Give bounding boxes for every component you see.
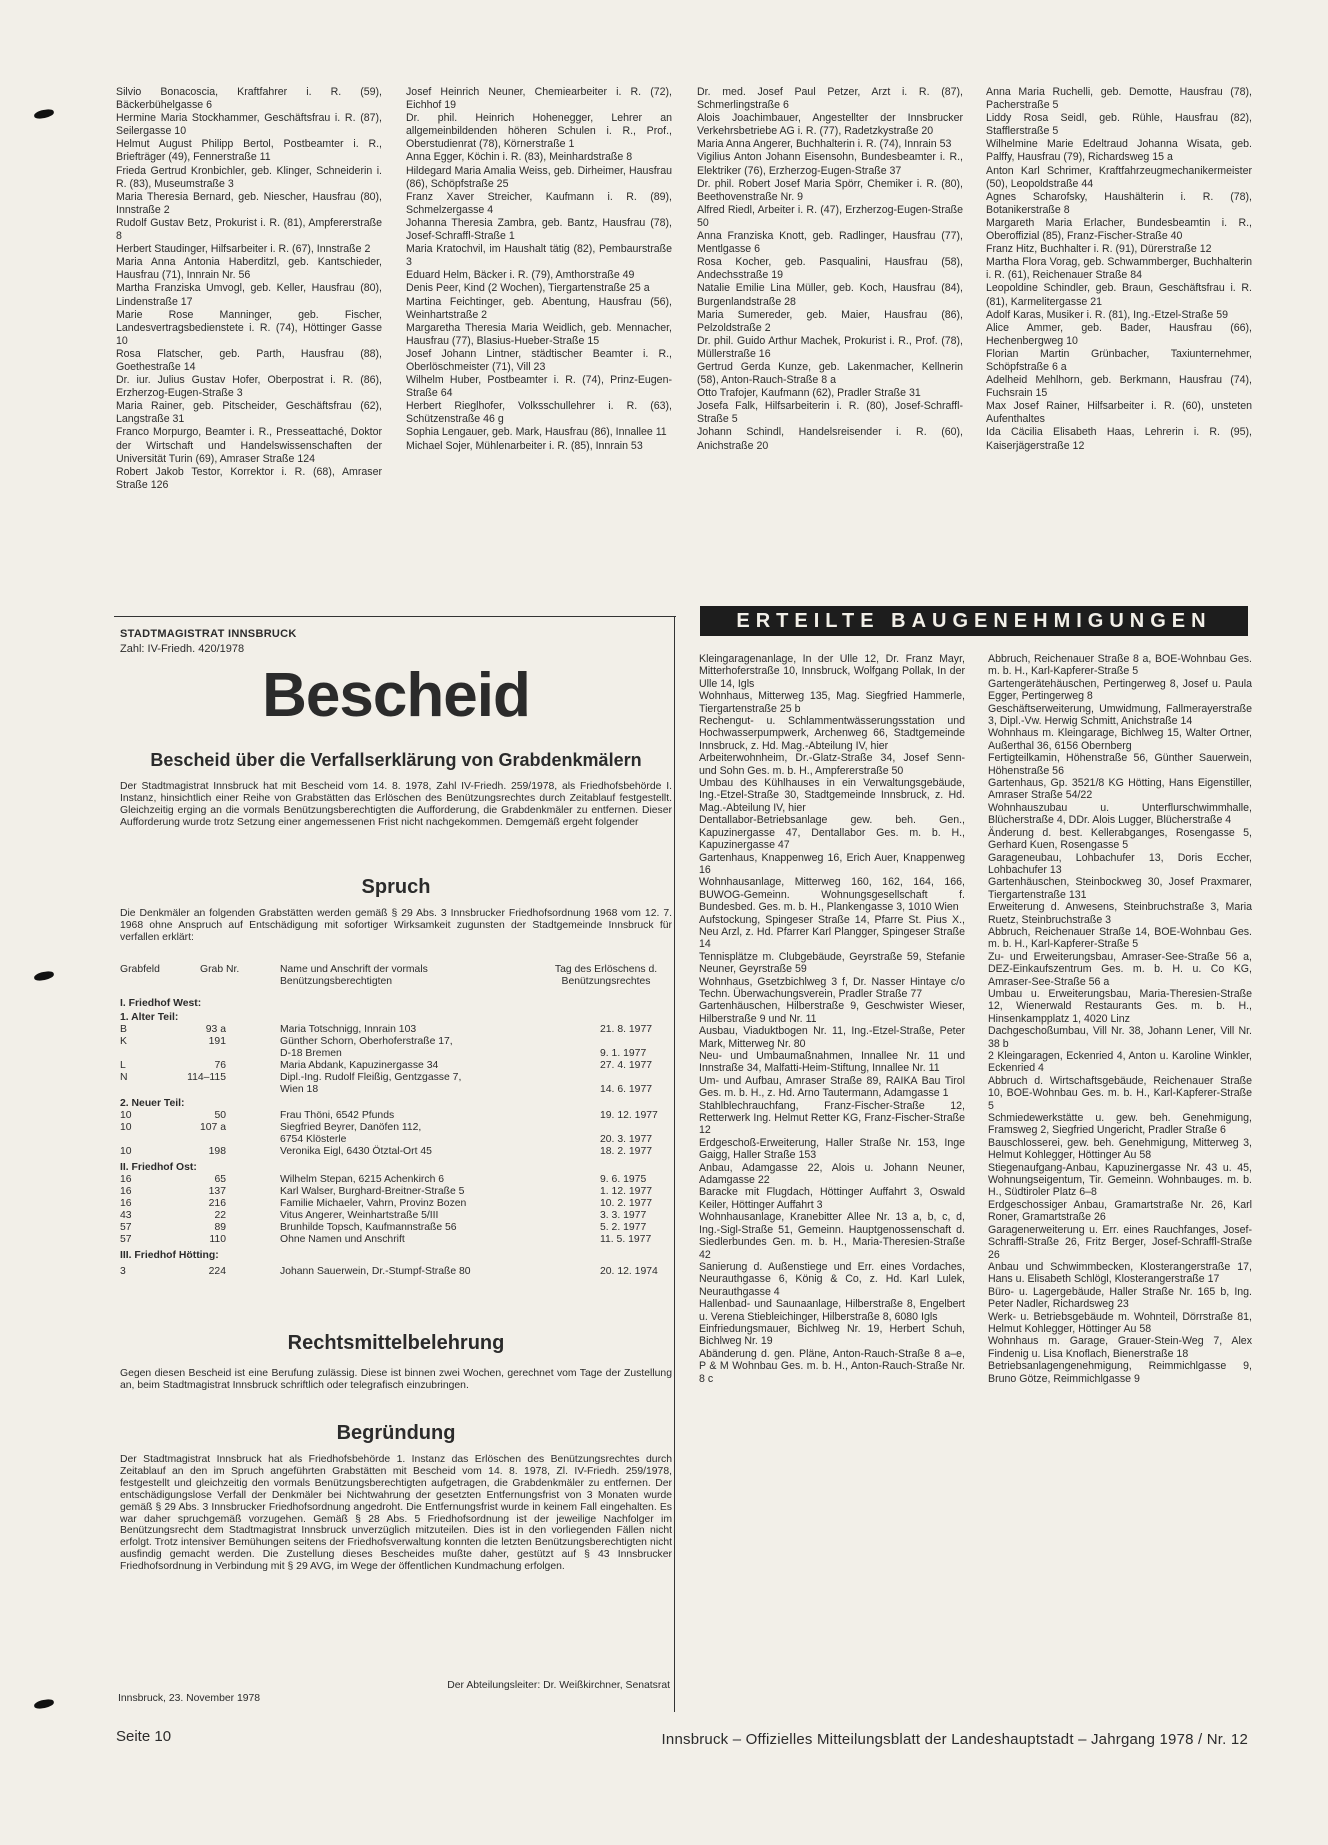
list-entry: Um- und Aufbau, Amraser Straße 89, RAIKA Bau Tirol Ges. m. b. H., z. Hd. Arno Tautermann, Adamgasse 1 — [699, 1074, 965, 1100]
grabfeld-cell: N — [120, 1072, 128, 1083]
name-cell: 6754 Klösterle — [280, 1134, 347, 1145]
grabnr-cell: 224 — [208, 1266, 226, 1277]
date-cell: 1. 12. 1977 — [600, 1186, 652, 1197]
list-entry: Arbeiterwohnheim, Dr.-Glatz-Straße 34, Josef Senn- und Sohn Ges. m. b. H., Ampfererstraße 50 — [699, 752, 965, 777]
list-entry: Hallenbad- und Saunaanlage, Hilberstraße 8, Engelbert u. Verena Stiebleichinger, Hilberstraße 8, 6080 Igls — [699, 1298, 965, 1323]
table-row — [120, 1048, 672, 1060]
table-row — [120, 1036, 672, 1048]
list-entry: Michael Sojer, Mühlenarbeiter i. R. (85), Innrain 53 — [406, 439, 643, 452]
table-row — [120, 1222, 672, 1234]
list-entry: Franz Hitz, Buchhalter i. R. (91), Dürerstraße 12 — [986, 243, 1212, 256]
list-entry: Adolf Karas, Musiker i. R. (81), Ing.-Etzel-Straße 59 — [986, 308, 1228, 321]
name-cell: Frau Thöni, 6542 Pfunds — [280, 1110, 395, 1121]
list-entry: Einfriedungsmauer, Bichlweg Nr. 19, Herbert Schuh, Bichlweg Nr. 19 — [699, 1322, 965, 1348]
header-date: Tag des Erlöschens d. Benützungsrechtes — [554, 964, 658, 987]
list-entry: Alois Joachimbauer, Angestellter der Innsbrucker Verkehrsbetriebe AG i. R. (77), Radetzkystraße 20 — [697, 112, 963, 138]
issuer: STADTMAGISTRAT INNSBRUCK — [120, 628, 297, 640]
list-entry: Dr. phil. Guido Arthur Machek, Prokurist i. R., Prof. (78), Müllerstraße 16 — [697, 334, 963, 360]
obituary-column-2 — [406, 86, 672, 453]
list-entry: Kleingaragenanlage, In der Ulle 12, Dr. Franz Mayr, Mitterhoferstraße 10, Innsbruck, Wolfgang Pollak, In der Ulle 14, Igls — [699, 653, 965, 690]
grabfeld-cell: 43 — [120, 1210, 132, 1221]
list-entry: Herbert Staudinger, Hilfsarbeiter i. R. (67), Innstraße 2 — [116, 243, 371, 256]
grabnr-cell: 107 a — [199, 1122, 226, 1133]
date-cell: 10. 2. 1977 — [600, 1198, 652, 1209]
list-entry: Maria Anna Antonia Haberditzl, geb. Kantschieder, Hausfrau (71), Innrain Nr. 56 — [116, 256, 382, 282]
list-entry: Anbau und Schwimmbecken, Klosterangerstraße 17, Hans u. Elisabeth Schlögl, Klosterangerstraße 17 — [988, 1260, 1252, 1286]
list-entry: Betriebsanlagengenehmigung, Reimmichlgasse 9, Bruno Götze, Reimmichlgasse 9 — [988, 1360, 1252, 1385]
grabnr-cell: 137 — [208, 1186, 226, 1197]
list-entry: Josef Heinrich Neuner, Chemiearbeiter i. R. (72), Eichhof 19 — [406, 86, 672, 112]
list-entry: Margareth Maria Erlacher, Bundesbeamtin i. R., Oberoffizial (85), Franz-Fischer-Straße 40 — [986, 216, 1252, 243]
list-entry: Josef Johann Lintner, städtischer Beamter i. R., Oberlöschmeister (71), Vill 23 — [406, 347, 672, 373]
header-grabfeld: Grabfeld — [120, 964, 160, 975]
section-neuer-teil: 2. Neuer Teil: — [120, 1098, 185, 1109]
table-row — [120, 1084, 672, 1096]
list-entry: Vigilius Anton Johann Eisensohn, Bundesbeamter i. R., Elektriker (76), Erzherzog-Eugen-Straße 37 — [697, 151, 963, 177]
grabfeld-cell: K — [120, 1036, 127, 1047]
page-number: Seite 10 — [116, 1728, 172, 1745]
list-entry: Sophia Lengauer, geb. Mark, Hausfrau (86), Innallee 11 — [406, 426, 667, 439]
list-entry: Sanierung d. Außenstiege und Err. eines Vordaches, Neurauthgasse 6, König & Co, z. Hd. Karl Lulek, Neurauthgasse 4 — [699, 1260, 965, 1298]
name-cell: Wilhelm Stepan, 6215 Achenkirch 6 — [280, 1174, 445, 1185]
list-entry: Rechengut- u. Schlammentwässerungsstation und Hochwasserpumpwerk, Archenweg 66, Stadtgemeinde Innsbruck, z. Hd. Mag.-Abteilung IV, hier — [699, 715, 965, 752]
begruendung-paragraph: Der Stadtmagistrat Innsbruck hat als Friedhofsbehörde 1. Instanz das Erlöschen des Benützungsrechtes durch Zeitablauf an den im Spruch angeführten Grabstätten mit Bescheid vom 14. 8. 1978, Zl. IV-Friedh. 259/1978, festgestellt und gleichzeitig den vormals Benützungsberechtigten aufgetragen, die Grabdenkmäler zu entfernen. Der entschädigungslose Verfall der Denkmäler bei Nichtwahrung der gesetzten Entfernungsfrist von 3 Monaten wurde gemäß § 29 Abs. 3 Innsbrucker Friedhofsordnung angedroht. Die Entfernungsfrist wurde in keinem Fall eingehalten. Es war daher spruchgemäß vorzugehen. Gemäß § 28 Abs. 5 Friedhofsordnung ist der jeweilige Nachfolger im Benützungsrecht dem Stadtmagistrat Innsbruck unverzüglich mitzuteilen. Dies ist in den vorliegenden Fällen nicht erfolgt. Trotz intensiver Bemühungen seitens der Friedhofsverwaltung konnten die letzten Benützungsberechtigten nicht ausfindig gemacht werden. Die Zustellung dieses Bescheides mußte daher, gestützt auf § 43 Innsbrucker Friedhofsordnung in Verbindung mit § 29 AVG, im Wege der öffentlichen Kundmachung erfolgen. — [120, 1454, 672, 1573]
date-cell: 20. 3. 1977 — [600, 1134, 652, 1145]
date-cell: 11. 5. 1977 — [600, 1234, 652, 1245]
signature: Der Abteilungsleiter: Dr. Weißkirchner, Senatsrat — [447, 1680, 670, 1691]
table-row — [120, 1060, 672, 1072]
list-entry: Natalie Emilie Lina Müller, geb. Koch, Hausfrau (84), Burgenlandstraße 28 — [697, 282, 963, 308]
list-entry: Otto Trafojer, Kaufmann (62), Pradler Straße 31 — [697, 387, 921, 400]
table-row — [120, 1122, 672, 1134]
grabnr-cell: 89 — [214, 1222, 226, 1233]
section-alter-teil: 1. Alter Teil: — [120, 1012, 179, 1023]
list-entry: Denis Peer, Kind (2 Wochen), Tiergartenstraße 25 a — [406, 282, 650, 295]
name-cell: Familie Michaeler, Vahrn, Provinz Bozen — [280, 1198, 467, 1209]
name-cell: Dipl.-Ing. Rudolf Fleißig, Gentzgasse 7, — [280, 1072, 462, 1083]
list-entry: Gartenhaus, Knappenweg 16, Erich Auer, Knappenweg 16 — [699, 851, 965, 876]
grabnr-cell: 22 — [214, 1210, 226, 1221]
list-entry: Zu- und Erweiterungsbau, Amraser-See-Straße 56 a, DEZ-Einkaufszentrum Ges. m. b. H. u. Co KG, Amraser-See-Straße 56 a — [988, 950, 1252, 988]
list-entry: Umbau u. Erweiterungsbau, Maria-Theresien-Straße 12, Wienerwald Restaurants Ges. m. b. H., Hinsenkampplatz 1, 4020 Linz — [988, 987, 1252, 1025]
list-entry: Erdgeschoß-Erweiterung, Haller Straße Nr. 153, Inge Gaigg, Haller Straße 153 — [699, 1136, 965, 1162]
name-cell: Vitus Angerer, Weinhartstraße 5/III — [280, 1210, 439, 1221]
list-entry: Wohnhaus, Mitterweg 135, Mag. Siegfried Hammerle, Tiergartenstraße 25 b — [699, 690, 965, 715]
list-entry: Liddy Rosa Seidl, geb. Rühle, Hausfrau (82), Stafflerstraße 5 — [986, 112, 1252, 138]
date-cell: 9. 6. 1975 — [600, 1174, 647, 1185]
list-entry: Dr. phil. Heinrich Hohenegger, Lehrer an allgemeinbildenden höheren Schulen i. R., Prof., Oberstudienrat (78), Körnerstraße 1 — [406, 112, 672, 151]
list-entry: Hildegard Maria Amalia Weiss, geb. Dirheimer, Hausfrau (86), Schöpfstraße 25 — [406, 164, 672, 190]
table-row — [120, 1024, 672, 1036]
table-row — [120, 1186, 672, 1198]
date-cell: 3. 3. 1977 — [600, 1210, 647, 1221]
date-cell: 27. 4. 1977 — [600, 1060, 652, 1071]
list-entry: Änderung d. best. Kellerabganges, Rosengasse 5, Gerhard Kuen, Rosengasse 5 — [988, 826, 1252, 852]
list-entry: Franz Xaver Streicher, Kaufmann i. R. (89), Schmelzergasse 4 — [406, 190, 672, 216]
list-entry: Anna Maria Ruchelli, geb. Demotte, Hausfrau (78), Pacherstraße 5 — [986, 86, 1252, 112]
name-cell: Ohne Namen und Anschrift — [280, 1234, 405, 1245]
punch-mark — [33, 108, 54, 119]
section-friedhof-west: I. Friedhof West: — [120, 998, 202, 1009]
list-entry: Max Josef Rainer, Hilfsarbeiter i. R. (60), unsteten Aufenthaltes — [986, 400, 1252, 426]
grabfeld-cell: B — [120, 1024, 127, 1035]
name-cell: Veronika Eigl, 6430 Ötztal-Ort 45 — [280, 1146, 432, 1157]
list-entry: Maria Anna Angerer, Buchhalterin i. R. (74), Innrain 53 — [697, 138, 952, 151]
list-entry: Hermine Maria Stockhammer, Geschäftsfrau i. R. (87), Seilergasse 10 — [116, 112, 382, 138]
list-entry: Martina Feichtinger, geb. Abentung, Hausfrau (56), Weinhartstraße 2 — [406, 295, 672, 321]
list-entry: Werk- u. Betriebsgebäude m. Wohnteil, Dörrstraße 81, Helmut Kohlegger, Höttinger Au 58 — [988, 1310, 1252, 1335]
list-entry: Alice Ammer, geb. Bader, Hausfrau (66), Hechenbergweg 10 — [986, 321, 1252, 347]
grabfeld-cell: L — [120, 1060, 126, 1071]
list-entry: Robert Jakob Testor, Korrektor i. R. (68), Amraser Straße 126 — [116, 465, 382, 491]
list-entry: Anna Franziska Knott, geb. Radlinger, Hausfrau (77), Mentlgasse 6 — [697, 230, 963, 256]
header-grabnr: Grab Nr. — [200, 964, 240, 975]
list-entry: Marie Rose Manninger, geb. Fischer, Landesvertragsbedienstete i. R. (74), Höttinger Gasse 10 — [116, 308, 382, 347]
list-entry: Martha Flora Vorag, geb. Schwammberger, Buchhalterin i. R. (61), Reichenauer Straße 84 — [986, 256, 1252, 282]
list-entry: 2 Kleingaragen, Eckenried 4, Anton u. Karoline Winkler, Eckenried 4 — [988, 1050, 1252, 1075]
name-cell: Karl Walser, Burghard-Breitner-Straße 5 — [280, 1186, 465, 1197]
baugenehmigungen-heading: ERTEILTE BAUGENEHMIGUNGEN — [700, 606, 1248, 636]
table-row — [120, 1110, 672, 1122]
baugenehmigungen-column-2 — [988, 653, 1252, 1385]
name-cell: Brunhilde Topsch, Kaufmannstraße 56 — [280, 1222, 457, 1233]
list-entry: Dr. phil. Robert Josef Maria Spörr, Chemiker i. R. (80), Beethovenstraße Nr. 9 — [697, 177, 963, 203]
section-friedhof-ost: II. Friedhof Ost: — [120, 1162, 197, 1173]
header-name: Name und Anschrift der vormals Benützungsberechtigten — [280, 964, 428, 987]
punch-mark — [33, 970, 54, 981]
notice-title: Bescheid — [262, 661, 530, 730]
rows-friedhof-hoetting — [120, 1266, 672, 1278]
obituary-column-1 — [116, 86, 382, 492]
grabnr-cell: 114–115 — [187, 1072, 226, 1083]
name-cell: Siegfried Beyrer, Danöfen 112, — [280, 1122, 422, 1133]
date-cell: 9. 1. 1977 — [600, 1048, 647, 1059]
list-entry: Erweiterung d. Anwesens, Steinbruchstraße 3, Maria Ruetz, Steinbruchstraße 3 — [988, 901, 1252, 926]
list-entry: Florian Martin Grünbacher, Taxiunternehmer, Schöpfstraße 6 a — [986, 347, 1252, 373]
list-entry: Anbau, Adamgasse 22, Alois u. Johann Neuner, Adamgasse 22 — [699, 1161, 965, 1187]
list-entry: Büro- u. Lagergebäude, Haller Straße Nr. 165 b, Ing. Peter Nadler, Richardsweg 23 — [988, 1285, 1252, 1311]
date-cell: 5. 2. 1977 — [600, 1222, 647, 1233]
rows-friedhof-ost — [120, 1174, 672, 1246]
grabfeld-cell: 3 — [120, 1266, 126, 1277]
list-entry: Rosa Flatscher, geb. Parth, Hausfrau (88), Goethestraße 14 — [116, 347, 382, 373]
grabfeld-cell: 10 — [120, 1146, 132, 1157]
list-entry: Josefa Falk, Hilfsarbeiterin i. R. (80), Josef-Schraffl-Straße 5 — [697, 400, 963, 426]
list-entry: Johanna Theresia Zambra, geb. Bantz, Hausfrau (78), Josef-Schraffl-Straße 1 — [406, 216, 672, 243]
list-entry: Wohnhaus m. Garage, Grauer-Stein-Weg 7, Alex Findenig u. Lisa Knoflach, Bienerstraße 18 — [988, 1335, 1252, 1360]
list-entry: Wohnhaus m. Kleingarage, Bichlweg 15, Walter Ortner, Außerthal 36, 6156 Obernberg — [988, 727, 1252, 752]
grabfeld-cell: 57 — [120, 1234, 132, 1245]
list-entry: Dr. iur. Julius Gustav Hofer, Oberpostrat i. R. (86), Erzherzog-Eugen-Straße 3 — [116, 374, 382, 400]
list-entry: Maria Rainer, geb. Pitscheider, Geschäftsfrau (62), Langstraße 31 — [116, 400, 382, 426]
name-cell: Johann Sauerwein, Dr.-Stumpf-Straße 80 — [280, 1266, 471, 1277]
list-entry: Rosa Kocher, geb. Pasqualini, Hausfrau (58), Andechsstraße 19 — [697, 256, 963, 282]
date-cell: 19. 12. 1977 — [600, 1110, 658, 1121]
list-entry: Abänderung d. gen. Pläne, Anton-Rauch-Straße 8 a–e, P & M Wohnbau Ges. m. b. H., Anton-Rauch-Straße Nr. 8 c — [699, 1347, 965, 1385]
list-entry: Frieda Gertrud Kronbichler, geb. Klinger, Schneiderin i. R. (83), Museumstraße 3 — [116, 164, 382, 190]
list-entry: Wilhelm Huber, Postbeamter i. R. (74), Prinz-Eugen-Straße 64 — [406, 374, 672, 400]
list-entry: Wilhelmine Marie Edeltraud Johanna Wisata, geb. Palffy, Hausfrau (79), Richardsweg 15 a — [986, 138, 1252, 164]
list-entry: Wohnhausanlage, Kranebitter Allee Nr. 13 a, b, c, d, Ing.-Sigl-Straße 51, Gemeinn. Hauptgenossenschaft d. Siedlerbundes Gen. m. b. H., Maria-Theresien-Straße 42 — [699, 1211, 965, 1261]
reference-number: Zahl: IV-Friedh. 420/1978 — [120, 643, 245, 655]
list-entry: Franco Morpurgo, Beamter i. R., Presseattaché, Doktor der Wirtschaft und Handelswissenschaften der Universität Turin (69), Amraser Straße 124 — [116, 426, 382, 465]
rechtsmittel-paragraph: Gegen diesen Bescheid ist eine Berufung zulässig. Diese ist binnen zwei Wochen, gerechnet vom Tage der Zustellung an, beim Stadtmagistrat Innsbruck schriftlich oder telegrafisch einzubringen. — [120, 1368, 672, 1391]
spruch-heading: Spruch — [361, 876, 431, 898]
date-cell: 20. 12. 1974 — [600, 1266, 658, 1277]
list-entry: Anna Egger, Köchin i. R. (83), Meinhardstraße 8 — [406, 151, 633, 164]
list-entry: Aufstockung, Spingeser Straße 14, Pfarre St. Pius X., Neu Arzl, z. Hd. Pfarrer Karl Plangger, Spingeser Straße 14 — [699, 913, 965, 951]
grabfeld-cell: 10 — [120, 1122, 132, 1133]
list-entry: Fertigteilkamin, Höhenstraße 56, Günther Sauerwein, Höhenstraße 56 — [988, 752, 1252, 777]
table-row — [120, 1210, 672, 1222]
bescheid-notice — [118, 616, 675, 1712]
grabnr-cell: 65 — [214, 1174, 226, 1185]
grabfeld-cell: 16 — [120, 1174, 132, 1185]
notice-subtitle: Bescheid über die Verfallserklärung von Grabdenkmälern — [150, 750, 642, 770]
name-cell: Günther Schorn, Oberhoferstraße 17, — [280, 1036, 453, 1047]
list-entry: Dachgeschoßumbau, Vill Nr. 38, Johann Lener, Vill Nr. 38 b — [988, 1025, 1252, 1050]
list-entry: Stahlblechrauchfang, Franz-Fischer-Straße 12, Retterwerk Ing. Helmut Retter KG, Franz-Fischer-Straße 12 — [699, 1099, 965, 1137]
list-entry: Wohnhauszubau u. Unterflurschwimmhalle, Blücherstraße 4, DDr. Alois Lugger, Blücherstraße 4 — [988, 801, 1252, 827]
masthead: Innsbruck – Offizielles Mitteilungsblatt der Landeshauptstadt – Jahrgang 1978 / Nr. 12 — [661, 1731, 1248, 1748]
baugenehmigungen-column-1 — [699, 653, 965, 1385]
list-entry: Neu- und Umbaumaßnahmen, Innallee Nr. 11 und Innstraße 34, Malfatti-Heim-Stiftung, Innallee Nr. 11 — [699, 1050, 965, 1075]
grabnr-cell: 191 — [208, 1036, 226, 1047]
table-row — [120, 1146, 672, 1158]
list-entry: Dr. med. Josef Paul Petzer, Arzt i. R. (87), Schmerlingstraße 6 — [697, 86, 963, 112]
rows-neuer-teil — [120, 1110, 672, 1158]
list-entry: Helmut August Philipp Bertol, Postbeamter i. R., Briefträger (49), Fennerstraße 11 — [116, 138, 382, 164]
grabnr-cell: 50 — [214, 1110, 226, 1121]
rechtsmittel-heading: Rechtsmittelbelehrung — [287, 1332, 505, 1354]
list-entry: Stiegenaufgang-Anbau, Kapuzinergasse Nr. 43 u. 45, Wohnungseigentum, Tir. Gemeinn. Wohnbauges. m. b. H., Südtiroler Platz 6–8 — [988, 1161, 1252, 1199]
list-entry: Garagenerweiterung u. Err. eines Rauchfanges, Josef-Schraffl-Straße 26, Fritz Berger, Josef-Schraffl-Straße 26 — [988, 1223, 1252, 1261]
grabfeld-cell: 10 — [120, 1110, 132, 1121]
list-entry: Anton Karl Schrimer, Kraftfahrzeugmechanikermeister (50), Leopoldstraße 44 — [986, 164, 1252, 190]
list-entry: Dentallabor-Betriebsanlage gew. beh. Gen., Kapuzinergasse 47, Dentallabor Ges. m. b. H., Kapuzinergasse 47 — [699, 814, 965, 852]
begruendung-heading: Begründung — [336, 1422, 456, 1444]
name-cell: Maria Abdank, Kapuzinergasse 34 — [280, 1060, 439, 1071]
grabnr-cell: 93 a — [205, 1024, 226, 1035]
list-entry: Ausbau, Viaduktbogen Nr. 11, Ing.-Etzel-Straße, Peter Mark, Mitterweg Nr. 80 — [699, 1025, 965, 1050]
list-entry: Maria Sumereder, geb. Maier, Hausfrau (86), Pelzoldstraße 2 — [697, 308, 963, 334]
table-row — [120, 1072, 672, 1084]
list-entry: Herbert Rieglhofer, Volksschullehrer i. R. (63), Schützenstraße 46 g — [406, 400, 672, 426]
table-row — [120, 1174, 672, 1186]
intro-paragraph: Der Stadtmagistrat Innsbruck hat mit Bescheid vom 14. 8. 1978, Zahl IV-Friedh. 259/1978, als Friedhofsbehörde I. Instanz, hinsichtlich einer Reihe von Grabstätten das Erlöschen des Benützungsrechtes durch Zeitablauf festgestellt. Gleichzeitig erging an die vormals Benützungsberechtigten die Aufforderung, die Grabdenkmäler zu entfernen. Dieser Aufforderung wurde trotz Setzung einer angemessenen Frist nicht nachgekommen. Demgemäß ergeht folgender — [120, 781, 672, 828]
grabnr-cell: 198 — [208, 1146, 226, 1157]
list-entry: Gertrud Gerda Kunze, geb. Lakenmacher, Kellnerin (58), Anton-Rauch-Straße 8 a — [697, 360, 963, 387]
list-entry: Gartenhäuschen, Hilberstraße 9, Geschwister Wieser, Hilberstraße 9 und Nr. 11 — [699, 1000, 965, 1025]
section-friedhof-hoetting: III. Friedhof Hötting: — [120, 1250, 219, 1261]
list-entry: Ida Cäcilia Elisabeth Haas, Lehrerin i. R. (95), Kaiserjägerstraße 12 — [986, 426, 1252, 452]
list-entry: Johann Schindl, Handelsreisender i. R. (60), Anichstraße 20 — [697, 426, 963, 452]
rows-alter-teil — [120, 1024, 672, 1096]
grabfeld-cell: 16 — [120, 1186, 132, 1197]
punch-mark — [33, 1698, 54, 1709]
list-entry: Rudolf Gustav Betz, Prokurist i. R. (81), Ampfererstraße 8 — [116, 216, 382, 243]
list-entry: Adelheid Mehlhorn, geb. Berkmann, Hausfrau (74), Fuchsrain 15 — [986, 374, 1252, 400]
list-entry: Gartenhaus, Gp. 3521/8 KG Hötting, Hans Eigenstiller, Amraser Straße 54/22 — [988, 777, 1252, 802]
obituary-column-3 — [697, 86, 963, 453]
grave-table — [120, 994, 672, 1278]
list-entry: Margaretha Theresia Maria Weidlich, geb. Mennacher, Hausfrau (77), Blasius-Hueber-Straße 15 — [406, 321, 672, 347]
list-entry: Geschäftserweiterung, Umwidmung, Fallmerayerstraße 3, Dipl.-Vw. Herwig Schmitt, Anichstraße 14 — [988, 702, 1252, 728]
date-cell: 14. 6. 1977 — [600, 1084, 652, 1095]
list-entry: Abbruch, Reichenauer Straße 14, BOE-Wohnbau Ges. m. b. H., Karl-Kapferer-Straße 5 — [988, 925, 1252, 951]
table-row — [120, 1234, 672, 1246]
table-row — [120, 1266, 672, 1278]
list-entry: Martha Franziska Umvogl, geb. Keller, Hausfrau (80), Lindenstraße 17 — [116, 282, 382, 308]
list-entry: Bauschlosserei, gew. beh. Genehmigung, Mitterweg 3, Helmut Kohlegger, Höttinger Au 58 — [988, 1136, 1252, 1162]
list-entry: Eduard Helm, Bäcker i. R. (79), Amthorstraße 49 — [406, 269, 635, 282]
name-cell: Wien 18 — [280, 1084, 319, 1095]
name-cell: D-18 Bremen — [280, 1048, 342, 1059]
grabnr-cell: 76 — [214, 1060, 226, 1071]
list-entry: Schmiedewerkstätte u. gew. beh. Genehmigung, Framsweg 2, Siegfried Ungericht, Pradler Straße 6 — [988, 1112, 1252, 1137]
name-cell: Maria Totschnigg, Innrain 103 — [280, 1024, 417, 1035]
list-entry: Gartenhäuschen, Steinbockweg 30, Josef Praxmarer, Tiergartenstraße 131 — [988, 876, 1252, 901]
list-entry: Maria Theresia Bernard, geb. Niescher, Hausfrau (80), Innstraße 2 — [116, 190, 382, 216]
place-date: Innsbruck, 23. November 1978 — [118, 1693, 261, 1704]
grabfeld-cell: 57 — [120, 1222, 132, 1233]
list-entry: Baracke mit Flugdach, Höttinger Auffahrt 3, Oswald Keiler, Höttinger Auffahrt 3 — [699, 1186, 965, 1211]
spruch-paragraph: Die Denkmäler an folgenden Grabstätten werden gemäß § 29 Abs. 3 Innsbrucker Friedhofsordnung 1968 vom 12. 7. 1968 ohne Anspruch auf Entschädigung mit sofortiger Wirksamkeit zugunsten der Stadtgemeinde Innsbruck für verfallen erklärt: — [120, 908, 672, 943]
list-entry: Umbau des Kühlhauses in ein Verwaltungsgebäude, Ing.-Etzel-Straße 30, Stadtgemeinde Innsbruck, z. Hd. Mag.-Abteilung IV, hier — [699, 777, 965, 814]
grabnr-cell: 216 — [208, 1198, 226, 1209]
grabnr-cell: 110 — [209, 1234, 226, 1245]
list-entry: Abbruch d. Wirtschaftsgebäude, Reichenauer Straße 10, BOE-Wohnbau Ges. m. b. H., Karl-Kapferer-Straße 5 — [988, 1074, 1252, 1112]
list-entry: Leopoldine Schindler, geb. Braun, Geschäftsfrau i. R. (81), Karmelitergasse 21 — [986, 282, 1252, 308]
divider — [114, 616, 676, 617]
table-row — [120, 1134, 672, 1146]
list-entry: Silvio Bonacoscia, Kraftfahrer i. R. (59), Bäckerbühelgasse 6 — [116, 86, 382, 112]
list-entry: Agnes Scharofsky, Haushälterin i. R. (78), Botanikerstraße 8 — [986, 190, 1252, 216]
list-entry: Wohnhaus, Gsetzbichlweg 3 f, Dr. Nasser Hintaye c/o Techn. Überwachungsverein, Pradler Straße 77 — [699, 975, 965, 1000]
date-cell: 18. 2. 1977 — [600, 1146, 652, 1157]
list-entry: Garageneubau, Lohbachufer 13, Doris Eccher, Lohbachufer 13 — [988, 851, 1252, 876]
date-cell: 21. 8. 1977 — [600, 1024, 652, 1035]
list-entry: Erdgeschossiger Anbau, Gramartstraße Nr. 26, Karl Roner, Gramartstraße 26 — [988, 1198, 1252, 1224]
obituary-column-4 — [986, 86, 1252, 453]
list-entry: Gartengerätehäuschen, Pertingerweg 8, Josef u. Paula Egger, Pertingerweg 8 — [988, 677, 1252, 703]
list-entry: Alfred Riedl, Arbeiter i. R. (47), Erzherzog-Eugen-Straße 50 — [697, 203, 963, 229]
list-entry: Wohnhausanlage, Mitterweg 160, 162, 164, 166, BUWOG-Gemeinn. Wohnungsgesellschaft f. Bundesbed. Ges. m. b. H., Plankengasse 3, 1010 Wien — [699, 876, 965, 914]
list-entry: Maria Kratochvil, im Haushalt tätig (82), Pembaurstraße 3 — [406, 243, 672, 269]
grabfeld-cell: 16 — [120, 1198, 132, 1209]
list-entry: Tennisplätze m. Clubgebäude, Geyrstraße 59, Stefanie Neuner, Geyrstraße 59 — [699, 950, 965, 976]
list-entry: Abbruch, Reichenauer Straße 8 a, BOE-Wohnbau Ges. m. b. H., Karl-Kapferer-Straße 5 — [988, 653, 1252, 678]
table-row — [120, 1198, 672, 1210]
